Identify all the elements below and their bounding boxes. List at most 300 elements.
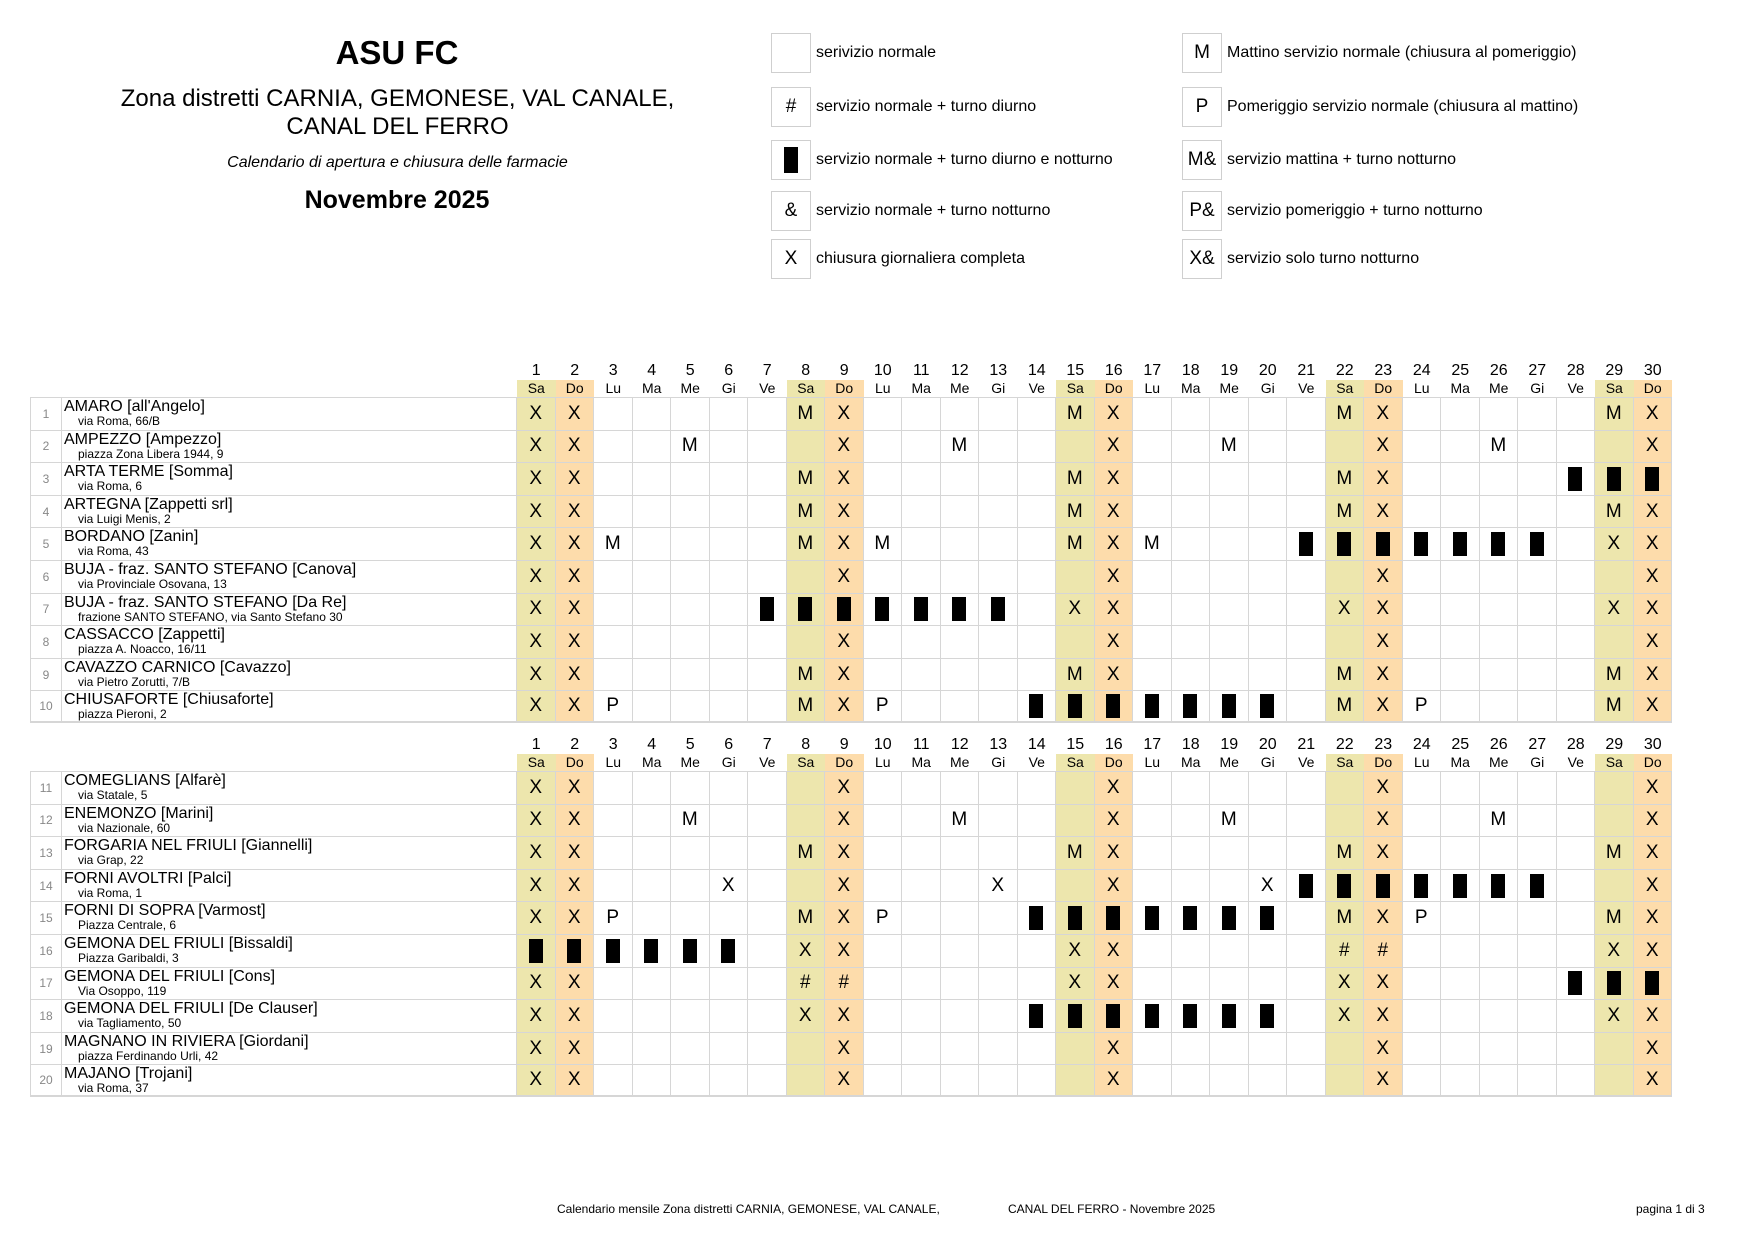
cell-status: X	[567, 663, 581, 685]
day-cell	[1056, 561, 1095, 593]
weekday-label: Sa	[1595, 754, 1634, 771]
day-cell	[633, 1065, 672, 1095]
day-number: 12	[950, 362, 969, 379]
day-cell	[902, 659, 941, 691]
cell-status	[1530, 874, 1544, 898]
day-cell	[1326, 626, 1365, 658]
cell-status: X	[567, 598, 581, 620]
cell-status: X	[567, 809, 581, 831]
day-cell	[748, 1065, 787, 1095]
pharmacy-name: GEMONA DEL FRIULI [Cons]	[64, 967, 276, 985]
day-cell	[979, 935, 1018, 967]
day-cell	[671, 626, 710, 658]
day-cell	[1172, 659, 1211, 691]
cell-status: X	[1645, 776, 1659, 798]
row-number: 4	[30, 496, 62, 528]
cell-status	[1337, 532, 1351, 556]
cell-status	[914, 597, 928, 621]
cell-status: X	[837, 500, 851, 522]
day-cell	[517, 870, 556, 902]
cell-status: X	[1376, 841, 1390, 863]
pharmacy-cell	[62, 528, 517, 560]
day-number: 27	[1528, 362, 1547, 379]
day-cell	[1557, 496, 1596, 528]
day-cell	[864, 496, 903, 528]
cell-status: X	[1376, 598, 1390, 620]
day-cell	[1441, 561, 1480, 593]
legend-symbol	[771, 191, 811, 231]
day-cell	[1480, 805, 1519, 837]
pharmacy-cell	[62, 1000, 517, 1032]
weekday-label: Gi	[1530, 380, 1545, 396]
day-cell	[1326, 528, 1365, 560]
day-cell	[710, 431, 749, 463]
pharmacy-name: CHIUSAFORTE [Chiusaforte]	[64, 691, 274, 709]
day-cell	[1518, 594, 1557, 626]
day-cell	[979, 691, 1018, 721]
day-cell	[864, 837, 903, 869]
cell-status	[1568, 971, 1582, 995]
day-cell	[1480, 1033, 1519, 1065]
day-number: 4	[647, 736, 657, 753]
cell-status: X	[837, 402, 851, 424]
day-cell	[1133, 1033, 1172, 1065]
day-cell	[1287, 805, 1326, 837]
weekday-label: Do	[556, 380, 595, 397]
weekday-label: Ma	[1181, 754, 1201, 770]
cell-status: X	[567, 776, 581, 798]
legend-symbol-text: M&	[1187, 149, 1217, 170]
day-cell	[556, 772, 595, 804]
day-cell	[941, 659, 980, 691]
pharmacy-cell	[62, 968, 517, 1000]
pharmacy-cell	[62, 626, 517, 658]
day-cell	[1557, 805, 1596, 837]
cell-status: X	[1376, 776, 1390, 798]
weekday-label: Sa	[517, 754, 556, 771]
day-cell	[594, 1000, 633, 1032]
day-cell	[594, 626, 633, 658]
weekday-label: Ma	[1450, 754, 1470, 770]
day-cell	[1133, 805, 1172, 837]
day-number: 5	[685, 736, 695, 753]
day-cell	[1480, 431, 1519, 463]
day-number: 30	[1643, 362, 1662, 379]
day-cell	[1441, 870, 1480, 902]
day-cell	[710, 691, 749, 721]
weekday-label: Gi	[991, 380, 1006, 396]
day-cell	[1056, 496, 1095, 528]
day-cell	[594, 496, 633, 528]
day-cell	[594, 870, 633, 902]
day-cell	[1403, 496, 1442, 528]
day-cell	[1480, 1000, 1519, 1032]
day-cell	[710, 594, 749, 626]
day-cell	[1287, 496, 1326, 528]
header-spacer	[30, 362, 517, 380]
day-cell	[825, 968, 864, 1000]
cell-status: X	[529, 565, 543, 587]
day-cell	[1172, 528, 1211, 560]
day-cell	[1172, 772, 1211, 804]
pharmacy-cell	[62, 594, 517, 626]
day-cell	[594, 902, 633, 934]
day-cell	[1557, 463, 1596, 495]
cell-status: X	[1068, 972, 1082, 994]
cell-status: X	[1106, 841, 1120, 863]
day-cell	[1249, 902, 1288, 934]
table-row	[30, 658, 1672, 691]
day-cell	[748, 496, 787, 528]
legend-label: Pomeriggio servizio normale (chiusura al mattino)	[1227, 98, 1579, 115]
cell-status: X	[1068, 598, 1082, 620]
day-cell	[864, 463, 903, 495]
day-cell	[710, 1065, 749, 1095]
day-cell	[1172, 496, 1211, 528]
day-cell	[1518, 528, 1557, 560]
cell-status: X	[529, 402, 543, 424]
table-row	[30, 690, 1672, 723]
day-cell	[1595, 398, 1634, 430]
day-number: 22	[1335, 736, 1354, 753]
day-cell	[1480, 496, 1519, 528]
day-cell	[787, 528, 826, 560]
day-cell	[1595, 902, 1634, 934]
day-cell	[1172, 935, 1211, 967]
pharmacy-name: AMPEZZO [Ampezzo]	[64, 430, 222, 448]
day-cell	[1287, 463, 1326, 495]
day-cell	[1287, 561, 1326, 593]
weekday-label: Me	[1219, 380, 1239, 396]
day-cell	[902, 772, 941, 804]
day-cell	[1018, 463, 1057, 495]
day-cell	[1403, 659, 1442, 691]
day-cell	[1287, 1065, 1326, 1095]
day-cell	[825, 431, 864, 463]
day-number: 14	[1027, 362, 1046, 379]
row-number: 16	[30, 935, 62, 967]
day-cell	[1403, 805, 1442, 837]
row-number: 3	[30, 463, 62, 495]
day-cell	[556, 431, 595, 463]
day-cell	[1634, 1000, 1673, 1032]
day-cell	[1095, 935, 1134, 967]
day-cell	[1018, 968, 1057, 1000]
day-cell	[825, 626, 864, 658]
table-row	[30, 462, 1672, 495]
day-cell	[1441, 772, 1480, 804]
day-cell	[1056, 870, 1095, 902]
day-number: 10	[873, 362, 892, 379]
day-cell	[1056, 1065, 1095, 1095]
legend-symbol-text: #	[785, 96, 797, 117]
day-cell	[1326, 594, 1365, 626]
weekday-label: Sa	[1326, 754, 1365, 771]
day-cell	[1249, 496, 1288, 528]
day-cell	[979, 528, 1018, 560]
day-number: 3	[608, 362, 618, 379]
day-number: 8	[801, 362, 811, 379]
day-cell	[1518, 1065, 1557, 1095]
cell-status: X	[1645, 939, 1659, 961]
day-number: 29	[1605, 362, 1624, 379]
cell-status: X	[1645, 402, 1659, 424]
cell-status: X	[1337, 598, 1351, 620]
day-cell	[1634, 594, 1673, 626]
day-cell	[556, 398, 595, 430]
day-cell	[1403, 837, 1442, 869]
day-cell	[748, 935, 787, 967]
day-cell	[1095, 398, 1134, 430]
day-cell	[1441, 837, 1480, 869]
day-cell	[1018, 594, 1057, 626]
day-cell	[1133, 1000, 1172, 1032]
day-cell	[1364, 463, 1403, 495]
weekday-label: Ve	[1028, 754, 1045, 770]
day-cell	[1595, 968, 1634, 1000]
cell-status: X	[529, 1037, 543, 1059]
day-cell	[1326, 870, 1365, 902]
cell-status: X	[798, 1004, 812, 1026]
day-number: 20	[1258, 362, 1277, 379]
day-number: 26	[1489, 362, 1508, 379]
cell-status: X	[721, 874, 735, 896]
day-cell	[902, 935, 941, 967]
weekday-label: Me	[1489, 380, 1509, 396]
day-cell	[1056, 659, 1095, 691]
day-cell	[1133, 496, 1172, 528]
weekday-label: Lu	[1144, 754, 1161, 770]
pharmacy-name: MAJANO [Trojani]	[64, 1065, 193, 1083]
day-cell	[710, 398, 749, 430]
day-cell	[517, 902, 556, 934]
cell-status: X	[837, 467, 851, 489]
day-cell	[825, 528, 864, 560]
day-cell	[671, 431, 710, 463]
day-cell	[556, 902, 595, 934]
pharmacy-address: frazione SANTO STEFANO, via Santo Stefano 30	[78, 609, 343, 624]
pharmacy-name: GEMONA DEL FRIULI [De Clauser]	[64, 1000, 318, 1018]
day-cell	[748, 528, 787, 560]
footer-text: Calendario mensile Zona distretti CARNIA, GEMONESE, VAL CANALE,	[557, 1202, 940, 1216]
description: Calendario di apertura e chiusura delle farmacie	[227, 154, 568, 171]
weekday-label: Lu	[1413, 754, 1430, 770]
day-cell	[1595, 594, 1634, 626]
day-cell	[1364, 659, 1403, 691]
day-cell	[1557, 772, 1596, 804]
day-number: 8	[801, 736, 811, 753]
day-cell	[633, 528, 672, 560]
cell-status: X	[529, 598, 543, 620]
day-cell	[1518, 496, 1557, 528]
day-cell	[864, 398, 903, 430]
day-cell	[1326, 1033, 1365, 1065]
day-number: 20	[1258, 736, 1277, 753]
cell-status: X	[567, 402, 581, 424]
day-cell	[1364, 528, 1403, 560]
cell-status: X	[1106, 467, 1120, 489]
day-cell	[594, 561, 633, 593]
cell-status: X	[529, 435, 543, 457]
day-cell	[1249, 626, 1288, 658]
cell-status: P	[606, 695, 620, 717]
day-number: 29	[1605, 736, 1624, 753]
cell-status: M	[797, 402, 814, 424]
day-cell	[1557, 561, 1596, 593]
day-cell	[1441, 398, 1480, 430]
cell-status: X	[529, 907, 543, 929]
day-cell	[1249, 691, 1288, 721]
legend-item	[1182, 238, 1419, 280]
day-number: 28	[1566, 362, 1585, 379]
legend-symbol-text: P&	[1189, 200, 1215, 221]
day-cell	[979, 431, 1018, 463]
weekday-label: Do	[825, 380, 864, 397]
pharmacy-name: CASSACCO [Zappetti]	[64, 626, 225, 644]
cell-status	[837, 597, 851, 621]
day-cell	[787, 1033, 826, 1065]
day-cell	[710, 870, 749, 902]
day-cell	[1403, 626, 1442, 658]
legend-label: servizio pomeriggio + turno notturno	[1227, 202, 1483, 219]
day-cell	[787, 837, 826, 869]
day-cell	[979, 626, 1018, 658]
row-number: 6	[30, 561, 62, 593]
day-cell	[633, 935, 672, 967]
day-cell	[1133, 398, 1172, 430]
day-cell	[748, 431, 787, 463]
day-cell	[556, 805, 595, 837]
day-cell	[1595, 870, 1634, 902]
legend-label: servizio normale + turno diurno e notturno	[816, 151, 1113, 168]
day-cell	[1056, 691, 1095, 721]
day-cell	[1364, 691, 1403, 721]
cell-status: X	[1645, 500, 1659, 522]
table-row	[30, 771, 1672, 804]
day-cell	[1095, 902, 1134, 934]
day-cell	[941, 431, 980, 463]
legend-symbol-text: X	[784, 248, 798, 269]
day-cell	[941, 496, 980, 528]
pharmacy-address: via Tagliamento, 50	[78, 1016, 182, 1031]
cell-status: X	[529, 663, 543, 685]
day-cell	[1095, 431, 1134, 463]
day-cell	[1018, 902, 1057, 934]
day-cell	[1634, 691, 1673, 721]
pharmacy-cell	[62, 398, 517, 430]
day-cell	[1326, 496, 1365, 528]
day-cell	[1249, 1065, 1288, 1095]
day-cell	[1403, 870, 1442, 902]
cell-status: X	[1376, 1069, 1390, 1091]
day-cell	[1133, 463, 1172, 495]
day-cell	[671, 772, 710, 804]
weekday-label: Lu	[605, 754, 622, 770]
day-cell	[1595, 463, 1634, 495]
row-number: 8	[30, 626, 62, 658]
cell-status: X	[1106, 874, 1120, 896]
day-cell	[633, 659, 672, 691]
day-cell	[825, 805, 864, 837]
cell-status: X	[1376, 435, 1390, 457]
weekday-label: Me	[1489, 754, 1509, 770]
day-cell	[748, 659, 787, 691]
day-cell	[1287, 594, 1326, 626]
day-cell	[1441, 805, 1480, 837]
cell-status: X	[1376, 402, 1390, 424]
day-cell	[787, 935, 826, 967]
cell-status: X	[529, 874, 543, 896]
cell-status: X	[991, 874, 1005, 896]
day-cell	[1249, 1033, 1288, 1065]
weekday-label: Do	[825, 754, 864, 771]
day-cell	[902, 968, 941, 1000]
day-cell	[1210, 1065, 1249, 1095]
day-cell	[633, 496, 672, 528]
day-cell	[1403, 691, 1442, 721]
cell-status	[952, 597, 966, 621]
day-cell	[748, 594, 787, 626]
day-cell	[1287, 902, 1326, 934]
day-cell	[594, 772, 633, 804]
day-cell	[787, 561, 826, 593]
day-cell	[633, 902, 672, 934]
day-cell	[1172, 561, 1211, 593]
table-row	[30, 869, 1672, 902]
cell-status: #	[799, 972, 811, 994]
day-cell	[1364, 1065, 1403, 1095]
day-cell	[787, 398, 826, 430]
cell-status: X	[1106, 533, 1120, 555]
day-number: 15	[1066, 736, 1085, 753]
cell-status	[1414, 874, 1428, 898]
day-cell	[517, 837, 556, 869]
day-cell	[941, 870, 980, 902]
day-cell	[594, 431, 633, 463]
day-cell	[902, 902, 941, 934]
day-cell	[594, 837, 633, 869]
day-cell	[556, 968, 595, 1000]
cell-status	[683, 939, 697, 963]
day-cell	[1095, 968, 1134, 1000]
day-cell	[1056, 805, 1095, 837]
day-cell	[902, 691, 941, 721]
legend-label: servizio solo turno notturno	[1227, 250, 1420, 267]
day-cell	[825, 1033, 864, 1065]
legend-symbol	[771, 33, 811, 73]
pharmacy-address: via Roma, 6	[78, 479, 143, 494]
day-number: 12	[950, 736, 969, 753]
day-cell	[864, 594, 903, 626]
day-cell	[1287, 1000, 1326, 1032]
cell-status: X	[837, 809, 851, 831]
day-number: 7	[762, 362, 772, 379]
cell-status: X	[567, 841, 581, 863]
day-cell	[1095, 659, 1134, 691]
cell-status: X	[529, 972, 543, 994]
cell-status: X	[1645, 1037, 1659, 1059]
table-row	[30, 836, 1672, 869]
day-cell	[1634, 805, 1673, 837]
day-cell	[1595, 691, 1634, 721]
day-cell	[1133, 528, 1172, 560]
day-cell	[1056, 935, 1095, 967]
legend-symbol	[1182, 140, 1222, 180]
day-cell	[710, 772, 749, 804]
day-cell	[1557, 1065, 1596, 1095]
day-cell	[1095, 626, 1134, 658]
cell-status: X	[1376, 663, 1390, 685]
